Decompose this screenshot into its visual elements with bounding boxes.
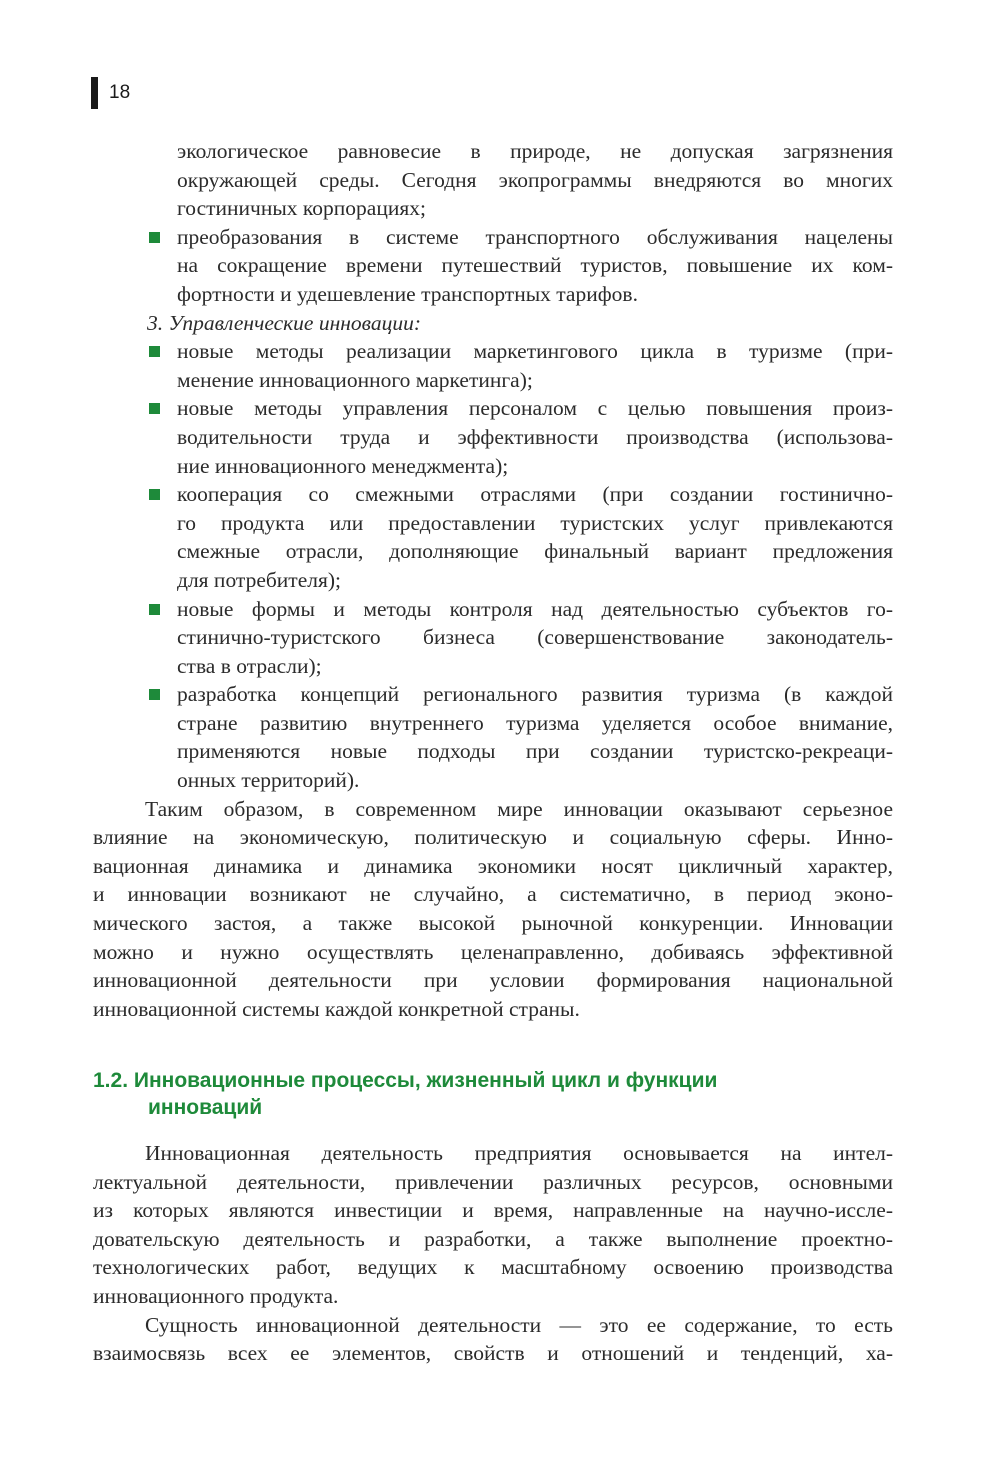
page-number: 18 [109,82,131,103]
list-item-line: смежные отрасли, дополняющие финальный вариант предложения [177,539,893,564]
paragraph-line: Инновационная деятельность предприятия основывается на интел- [145,1141,893,1165]
list-item [93,337,893,394]
section-heading-line1: 1.2. Инновационные процессы, жизненный цикл и функции [93,1069,718,1092]
list-item [93,680,893,794]
section-heading [93,1067,913,1121]
square-bullet-icon [149,403,160,414]
paragraph-line: инновационной деятельности при условии формирования национальной [93,968,893,993]
continuation-line: окружающей среды. Сегодня экопрограммы внедряются во многих [177,167,893,192]
list-item [93,394,893,480]
paragraph-line: мического застоя, а также высокой рыночной конкуренции. Инновации [93,911,893,936]
list-item [93,223,893,309]
paragraph-line: Таким образом, в современном мире инновации оказывают серьезное [145,796,893,821]
list-item-line: преобразования в системе транспортного обслуживания нацелены [177,224,893,249]
paragraph-line: можно и нужно осуществлять целенаправленно, добиваясь эффективной [93,939,893,964]
list-item-line: стинично-туристского бизнеса (совершенствование законодатель- [177,625,893,650]
section-3-title: 3. Управленческие инновации: [147,310,422,335]
paragraph-line: инновационной системы каждой конкретной страны. [93,996,580,1021]
section-heading-line2: инноваций [148,1096,263,1119]
square-bullet-icon [149,689,160,700]
lower-text-block [93,1139,893,1368]
list-item-line: разработка концепций регионального развития туризма (в каждой [177,682,893,707]
list-item-line: менение инновационного маркетинга); [177,367,533,392]
list-item-line: го продукта или предоставлении туристских услуг привлекаются [177,510,893,535]
list-item-line: новые формы и методы контроля над деятельностью субъектов го- [177,596,893,621]
list-item [93,595,893,681]
paragraph-line: Сущность инновационной деятельности — это ее содержание, то есть [145,1312,893,1337]
list-item-line: новые методы управления персоналом с целью повышения произ- [177,396,893,421]
square-bullet-icon [149,604,160,615]
paragraph-line: вационная динамика и динамика экономики носят цикличный характер, [93,853,893,878]
square-bullet-icon [149,489,160,500]
square-bullet-icon [149,346,160,357]
paragraph-line: взаимосвязь всех ее элементов, свойств и отношений и тенденций, ха- [93,1341,893,1366]
upper-text-block [93,137,893,1023]
list-item-line: водительности труда и эффективности производства (использова- [177,424,893,449]
page-number-bar [91,77,98,109]
list-item-line: онных территорий). [177,768,360,793]
paragraph-line: из которых являются инвестиции и время, направленные на научно-иссле- [93,1198,893,1223]
list-item-line: фортности и удешевление транспортных тарифов. [177,281,638,306]
paragraph-line: довательскую деятельность и разработки, а также выполнение проектно- [93,1226,893,1251]
list-item-line: ства в отрасли); [177,653,322,678]
list-item-line: для потребителя); [177,567,341,592]
paragraph-line: лектуальной деятельности, привлечении различных ресурсов, основными [93,1169,893,1194]
list-item [93,480,893,594]
continuation-line: экологическое равновесие в природе, не допуская загрязнения [177,139,893,163]
list-item-line: ние инновационного менеджмента); [177,453,509,478]
paragraph-line: технологических работ, ведущих к масштабному освоению производства [93,1255,893,1280]
list-item-line: применяются новые подходы при создании туристско-рекреаци- [177,739,893,764]
paragraph-line: и инновации возникают не случайно, а систематично, в период эконо- [93,882,893,907]
square-bullet-icon [149,232,160,243]
list-item-line: стране развитию внутреннего туризма уделяется особое внимание, [177,710,893,735]
list-item-line: на сокращение времени путешествий туристов, повышение их ком- [177,253,893,278]
continuation-line: гостиничных корпорациях; [177,196,426,221]
paragraph-line: влияние на экономическую, политическую и социальную сферы. Инно- [93,825,893,850]
list-item-line: кооперация со смежными отраслями (при создании гостинично- [177,482,893,507]
paragraph-line: инновационного продукта. [93,1283,339,1308]
list-item-line: новые методы реализации маркетингового цикла в туризме (при- [177,339,893,364]
page-number-block [91,77,130,109]
